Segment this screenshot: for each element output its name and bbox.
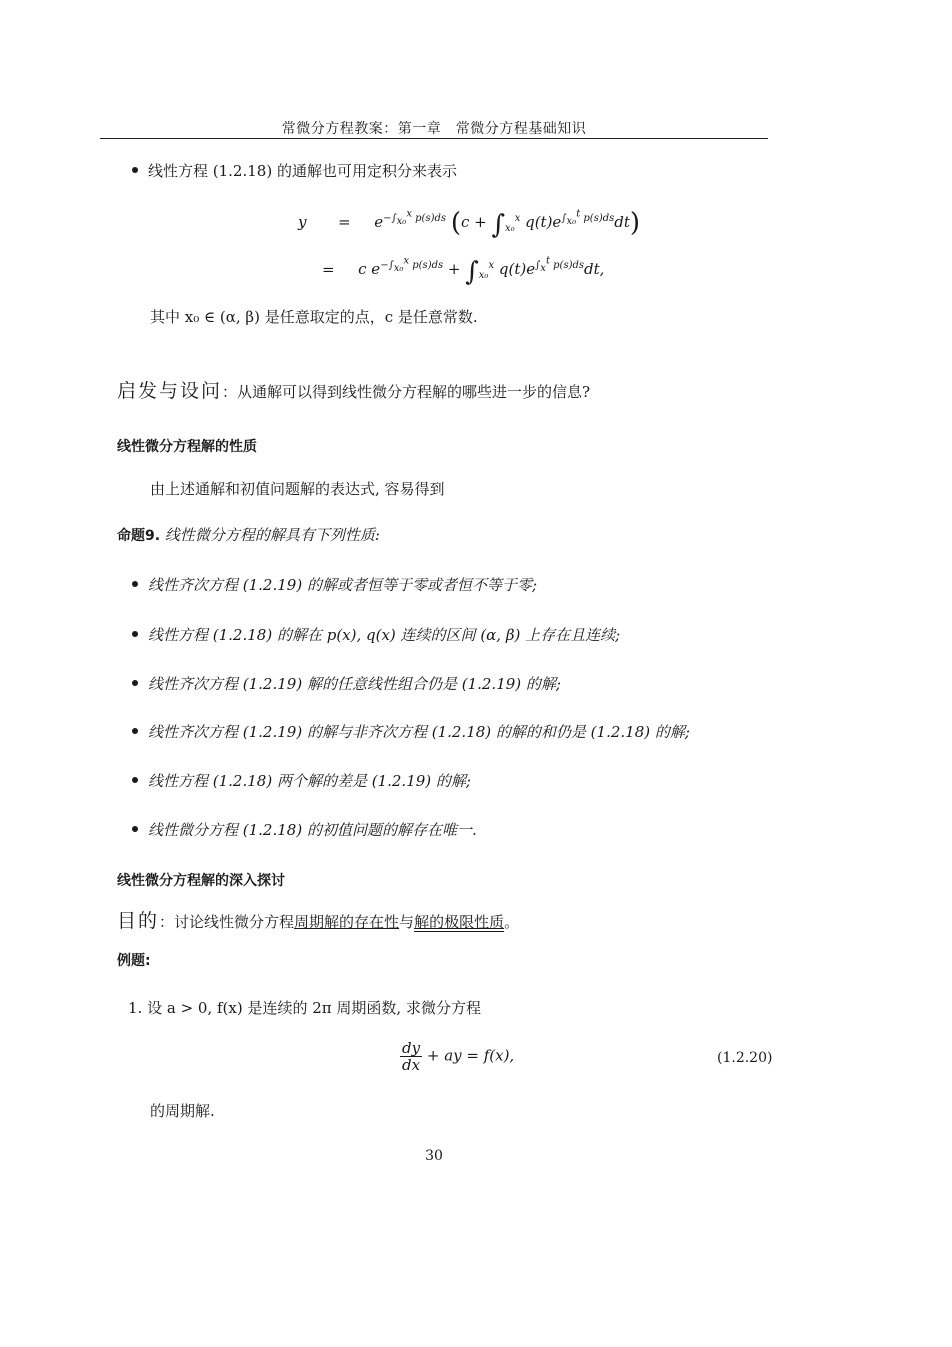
purpose-line [117, 910, 519, 933]
section1-intro: 由上述通解和初值问题解的表达式, 容易得到 [150, 480, 445, 498]
proposition [117, 524, 380, 547]
eq-line1-rhs-visual: $e^{-\int_{x_0}^x p(s)ds}$ ($c + \int_{x_0}^x$ $q(t)e^{\int_{x_0}^t p(s)ds}dt$) [374, 208, 641, 240]
property-text: 线性方程 (1.2.18) 两个解的差是 (1.2.19) 的解; [148, 772, 471, 790]
example-tail: 的周期解. [150, 1102, 215, 1120]
equation-line-1 [298, 208, 640, 240]
purpose-topic-periodic: 周期解的存在性 [294, 913, 400, 931]
equation-1-2-20 [400, 1040, 514, 1073]
example-item-number: 1. [128, 999, 143, 1017]
section-title-deep: 线性微分方程解的深入探讨 [117, 873, 285, 889]
bullet-dot-icon [132, 167, 138, 173]
where-text: 其中 x₀ ∈ (α, β) 是任意取定的点，c 是任意常数. [150, 308, 478, 326]
header-rule [100, 138, 768, 139]
fraction-numerator: dy [402, 1039, 421, 1057]
property-text: 线性齐次方程 (1.2.19) 的解与非齐次方程 (1.2.18) 的解的和仍是 (1.2.18) 的解; [148, 723, 690, 741]
property-text: 线性方程 (1.2.18) 的解在 p(x), q(x) 连续的区间 (α, β) 上存在且连续; [148, 626, 621, 644]
purpose-suffix: 。 [504, 913, 520, 931]
fraction-denominator: dx [402, 1056, 421, 1074]
example-item-text: 设 a > 0, f(x) 是连续的 2π 周期函数, 求微分方程 [147, 999, 481, 1017]
property-item-2 [132, 624, 620, 646]
bullet-dot-icon [132, 680, 138, 686]
property-text: 线性齐次方程 (1.2.19) 解的任意线性组合仍是 (1.2.19) 的解; [148, 675, 561, 693]
bullet-dot-icon [132, 581, 138, 587]
proposition-text: 线性微分方程的解具有下列性质: [164, 526, 380, 544]
bullet-dot-icon [132, 826, 138, 832]
section-title-properties: 线性微分方程解的性质 [117, 439, 257, 455]
equation-number: (1.2.20) [717, 1050, 773, 1066]
property-item-5 [132, 770, 471, 792]
derivative-fraction [400, 1040, 422, 1073]
bullet-dot-icon [132, 777, 138, 783]
property-text: 线性微分方程 (1.2.18) 的初值问题的解存在唯一. [148, 821, 477, 839]
property-item-4 [132, 721, 690, 743]
intro-bullet [132, 160, 457, 182]
property-text: 线性齐次方程 (1.2.19) 的解或者恒等于零或者恒不等于零; [148, 576, 538, 594]
property-item-1 [132, 574, 537, 596]
eq-line1-equals: = [338, 213, 351, 231]
running-header: 常微分方程教案：第一章 常微分方程基础知识 [281, 121, 587, 137]
page-number: 30 [425, 1148, 443, 1164]
property-item-6 [132, 819, 477, 841]
eq-line2-rhs-visual: c $e^{-\int_{x_0}^x p(s)ds} + \int_{x_0}^x$ $q(t)e^{\int_x^t p(s)ds}dt$, [358, 256, 605, 288]
eq-line2-equals: = [322, 260, 335, 279]
bullet-dot-icon [132, 631, 138, 637]
heuristic-label: 启发与设问 [117, 380, 223, 402]
purpose-mid: 与 [399, 913, 415, 931]
bullet-dot-icon [132, 728, 138, 734]
proposition-label: 命题9. [117, 528, 161, 544]
intro-bullet-text: 线性方程 (1.2.18) 的通解也可用定积分来表示 [148, 162, 457, 180]
property-item-3 [132, 673, 561, 695]
heuristic-text: ：从通解可以得到线性微分方程解的哪些进一步的信息? [222, 383, 591, 401]
equation-rest: + ay = f(x), [426, 1046, 515, 1065]
eq-line1-lhs: y [298, 213, 307, 231]
purpose-topic-limit: 解的极限性质 [414, 913, 505, 931]
heuristic-line [117, 380, 590, 403]
example-item-1 [128, 997, 481, 1019]
purpose-label: 目的 [117, 910, 160, 932]
purpose-prefix: ：讨论线性微分方程 [159, 913, 295, 931]
equation-line-2 [322, 256, 604, 287]
example-label: 例题: [117, 953, 151, 969]
